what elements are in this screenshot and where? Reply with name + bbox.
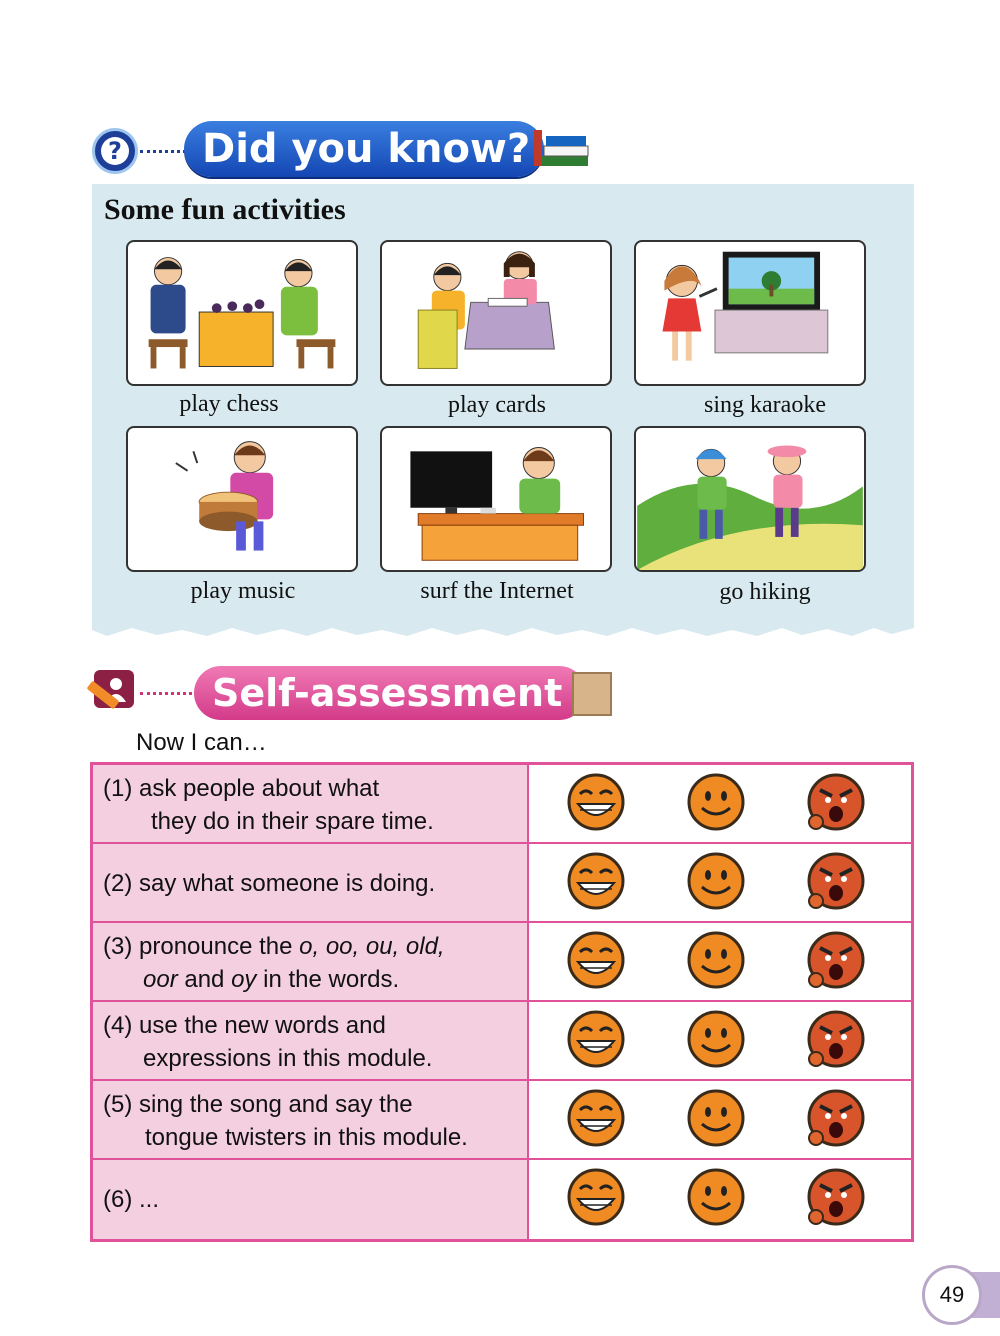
big-grin-face-icon[interactable] [566,930,626,990]
did-you-know-banner: Did you know? [184,121,544,177]
angry-face-icon[interactable] [806,851,866,911]
question-icon: ? [92,128,138,174]
activity-label: play cards [448,392,546,418]
table-row: (6) ... [93,1160,911,1239]
activity-image-sing-karaoke [634,240,866,386]
activity-image-play-cards [380,240,612,386]
activity-image-surf-the-internet [380,426,612,572]
table-row: (3) pronounce the o, oo, ou, old, oor and oy in the words. [93,923,911,1002]
angry-face-icon[interactable] [806,930,866,990]
table-row: (1) ask people about what they do in their spare time. [93,765,911,844]
now-i-can-intro: Now I can… [136,729,267,756]
dotted-connector [140,150,186,153]
angry-face-icon[interactable] [806,772,866,832]
big-grin-face-icon[interactable] [566,1009,626,1069]
table-row: (2) say what someone is doing. [93,844,911,923]
big-grin-face-icon[interactable] [566,1088,626,1148]
table-row: (4) use the new words and expressions in this module. [93,1002,911,1081]
dotted-connector [140,692,192,695]
note-icon [572,672,612,716]
big-grin-face-icon[interactable] [566,851,626,911]
activity-image-play-chess [126,240,358,386]
angry-face-icon[interactable] [806,1009,866,1069]
activity-label: play music [190,578,296,604]
activity-label: play chess [179,391,279,417]
activity-image-go-hiking [634,426,866,572]
smile-face-icon[interactable] [686,851,746,911]
activity-label: go hiking [719,579,811,605]
activity-label: sing karaoke [704,392,826,418]
smile-face-icon[interactable] [686,930,746,990]
angry-face-icon[interactable] [806,1088,866,1148]
activity-label: surf the Internet [420,578,574,604]
self-assessment-banner: Self-assessment [194,666,586,720]
smile-face-icon[interactable] [686,772,746,832]
big-grin-face-icon[interactable] [566,772,626,832]
angry-face-icon[interactable] [806,1167,866,1227]
self-assessment-table [90,762,914,1242]
smile-face-icon[interactable] [686,1009,746,1069]
table-row: (5) sing the song and say the tongue twisters in this module. [93,1081,911,1160]
page-number: 49 [922,1265,982,1325]
big-grin-face-icon[interactable] [566,1167,626,1227]
fun-activities-title: Some fun activities [104,193,346,226]
torn-paper-edge [92,620,914,642]
smile-face-icon[interactable] [686,1167,746,1227]
books-icon [530,126,592,170]
smile-face-icon[interactable] [686,1088,746,1148]
activity-image-play-music [126,426,358,572]
